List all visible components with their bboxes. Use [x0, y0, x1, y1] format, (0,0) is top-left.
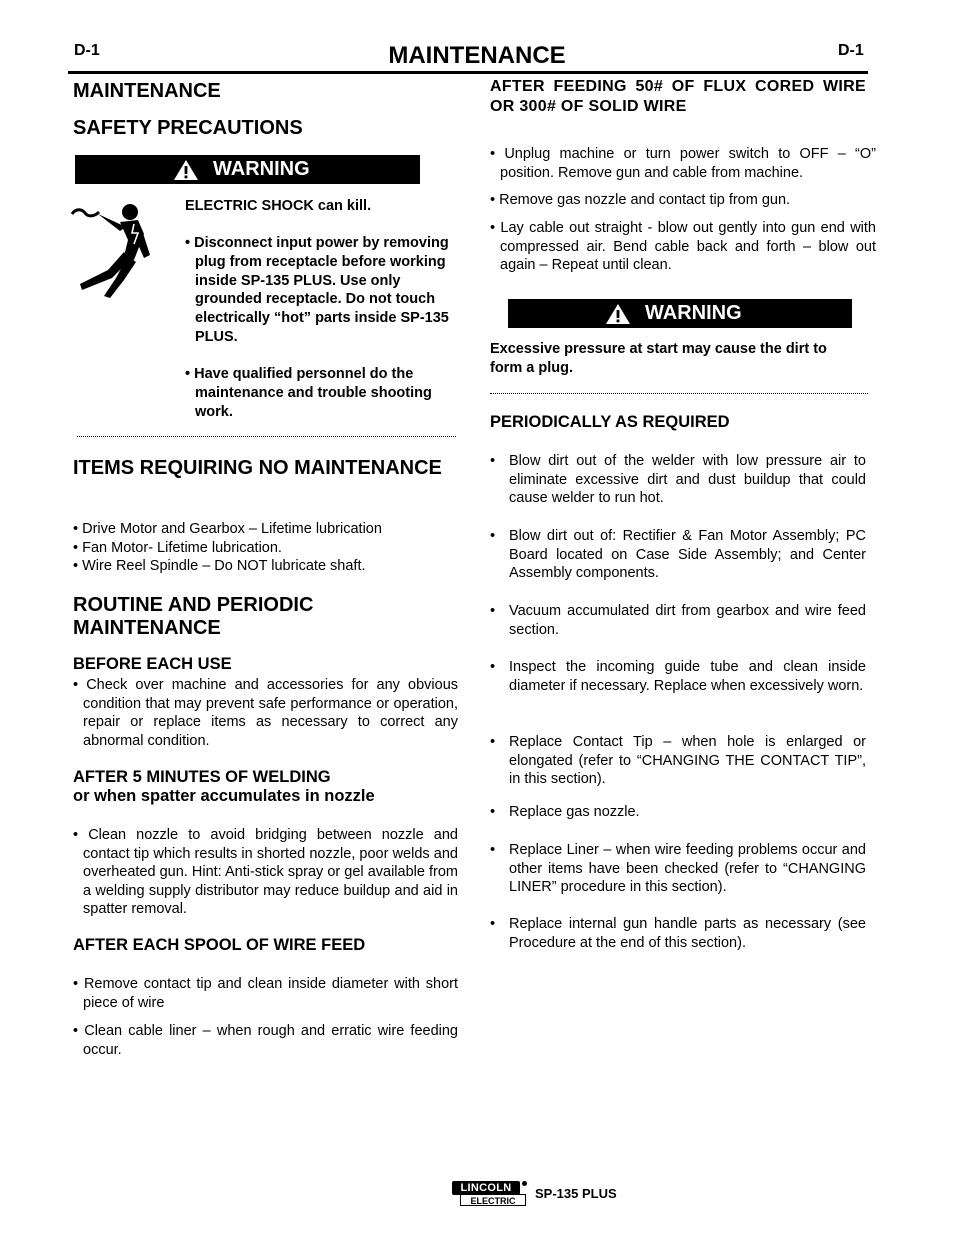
before-use-title: BEFORE EACH USE — [73, 655, 232, 673]
list-item: • Blow dirt out of: Rectifier & Fan Motor Assembly; PC Board located on Case Side Assembly; and Center Assembly components. — [490, 528, 866, 581]
list-item: • Lay cable out straight - blow out gently into gun end with compressed air. Bend cable back and forth – blow out again – Repeat until clean. — [490, 220, 876, 273]
after5-title: AFTER 5 MINUTES OF WELDING or when spatter accumulates in nozzle — [73, 768, 375, 805]
page-number-right: D-1 — [838, 42, 864, 59]
shock-title: ELECTRIC SHOCK can kill. — [185, 198, 372, 214]
warning-bar-right — [508, 299, 852, 328]
logo-bottom: ELECTRIC — [460, 1194, 526, 1206]
list-item: • Replace gas nozzle. — [490, 804, 640, 820]
flux-title: AFTER FEEDING 50# OF FLUX CORED WIRE OR 300# OF SOLID WIRE — [490, 78, 866, 115]
list-item: • Replace Contact Tip – when hole is enlarged or elongated (refer to “CHANGING THE CONTACT TIP”, in this section). — [490, 734, 866, 787]
list-item: • Clean nozzle to avoid bridging between nozzle and contact tip which results in shorted nozzle, poor welds and overheated gun. Hint: Anti-stick spray or gel available from a welding supply distributor may reduce buildup and aid in spatter removal. — [73, 827, 458, 917]
divider — [490, 393, 868, 394]
list-item: • Vacuum accumulated dirt from gearbox and wire feed section. — [490, 603, 866, 638]
page-number-left: D-1 — [74, 42, 100, 59]
footer-model: SP-135 PLUS — [535, 1186, 617, 1201]
warning-triangle-icon — [173, 159, 199, 181]
lincoln-electric-logo — [450, 1178, 530, 1208]
divider — [77, 436, 456, 437]
header-rule — [68, 71, 868, 74]
periodic-title: PERIODICALLY AS REQUIRED — [490, 413, 730, 431]
no-maintenance-title: ITEMS REQUIRING NO MAINTENANCE — [73, 457, 442, 479]
list-item: • Fan Motor- Lifetime lubrication. — [73, 539, 282, 556]
section-title: MAINTENANCE — [73, 80, 221, 102]
routine-title: ROUTINE AND PERIODIC MAINTENANCE — [73, 594, 314, 639]
safety-title: SAFETY PRECAUTIONS — [73, 117, 303, 139]
list-item: • Unplug machine or turn power switch to OFF – “O” position. Remove gun and cable from machine. — [490, 146, 876, 181]
list-item: • Blow dirt out of the welder with low pressure air to eliminate excessive dirt and dust buildup that could cause welder to run hot. — [490, 453, 866, 506]
no-maintenance-list — [73, 520, 453, 576]
list-item: • Replace internal gun handle parts as necessary (see Procedure at the end of this section). — [490, 916, 866, 951]
list-item: • Clean cable liner – when rough and erratic wire feeding occur. — [73, 1023, 459, 1058]
shock-bullet: • Disconnect input power by removing plug from receptacle before working inside SP-135 PLUS. Use only grounded receptacle. Do not touch electrically “hot” parts inside SP-135 PLUS. — [185, 235, 449, 345]
list-item: • Inspect the incoming guide tube and clean inside diameter if necessary. Replace when excessively worn. — [490, 659, 866, 694]
list-item: • Replace Liner – when wire feeding problems occur and other items have been checked (refer to “CHANGING LINER” procedure in this section). — [490, 842, 866, 895]
logo-top: LINCOLN — [452, 1181, 520, 1195]
warning-label-left: WARNING — [213, 158, 310, 180]
warning-text: Excessive pressure at start may cause the dirt to form a plug. — [490, 341, 827, 376]
list-item: • Remove contact tip and clean inside diameter with short piece of wire — [73, 976, 458, 1011]
list-item: • Drive Motor and Gearbox – Lifetime lubrication — [73, 521, 382, 537]
warning-bar-left — [75, 155, 420, 184]
list-item: • Check over machine and accessories for any obvious condition that may prevent safe performance or operation, repair or replace items as necessary to correct any abnormal condition. — [73, 677, 459, 749]
electric-shock-icon — [68, 200, 158, 300]
list-item: • Remove gas nozzle and contact tip from gun. — [490, 192, 791, 208]
page-title: MAINTENANCE — [388, 42, 566, 69]
warning-label-right: WARNING — [645, 302, 742, 324]
warning-triangle-icon — [605, 303, 631, 325]
list-item: • Wire Reel Spindle – Do NOT lubricate shaft. — [73, 558, 366, 574]
spool-title: AFTER EACH SPOOL OF WIRE FEED — [73, 936, 366, 954]
shock-bullet: • Have qualified personnel do the maintenance and trouble shooting work. — [185, 366, 432, 420]
